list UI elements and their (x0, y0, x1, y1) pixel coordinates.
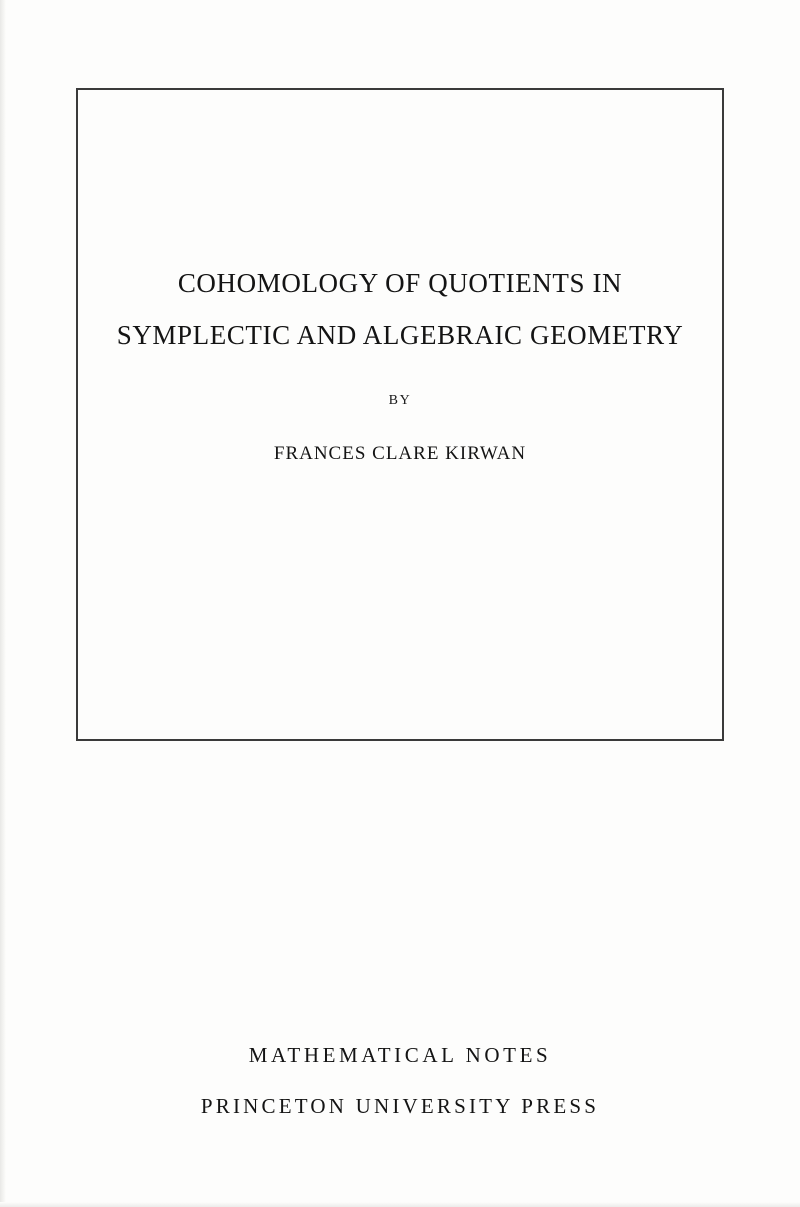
title-line-2: SYMPLECTIC AND ALGEBRAIC GEOMETRY (116, 320, 684, 350)
cover-footer (0, 1043, 800, 1119)
author-name: FRANCES CLARE KIRWAN (273, 443, 527, 464)
series-name: MATHEMATICAL NOTES (248, 1043, 552, 1067)
title-block (78, 270, 722, 465)
cover-border-frame (76, 88, 724, 741)
scan-edge-bottom (0, 1202, 800, 1207)
byline-label: BY (388, 393, 412, 408)
scan-edge-left (0, 0, 6, 1207)
title-line-1: COHOMOLOGY OF QUOTIENTS IN (177, 268, 623, 298)
publisher-name: PRINCETON UNIVERSITY PRESS (200, 1094, 600, 1118)
